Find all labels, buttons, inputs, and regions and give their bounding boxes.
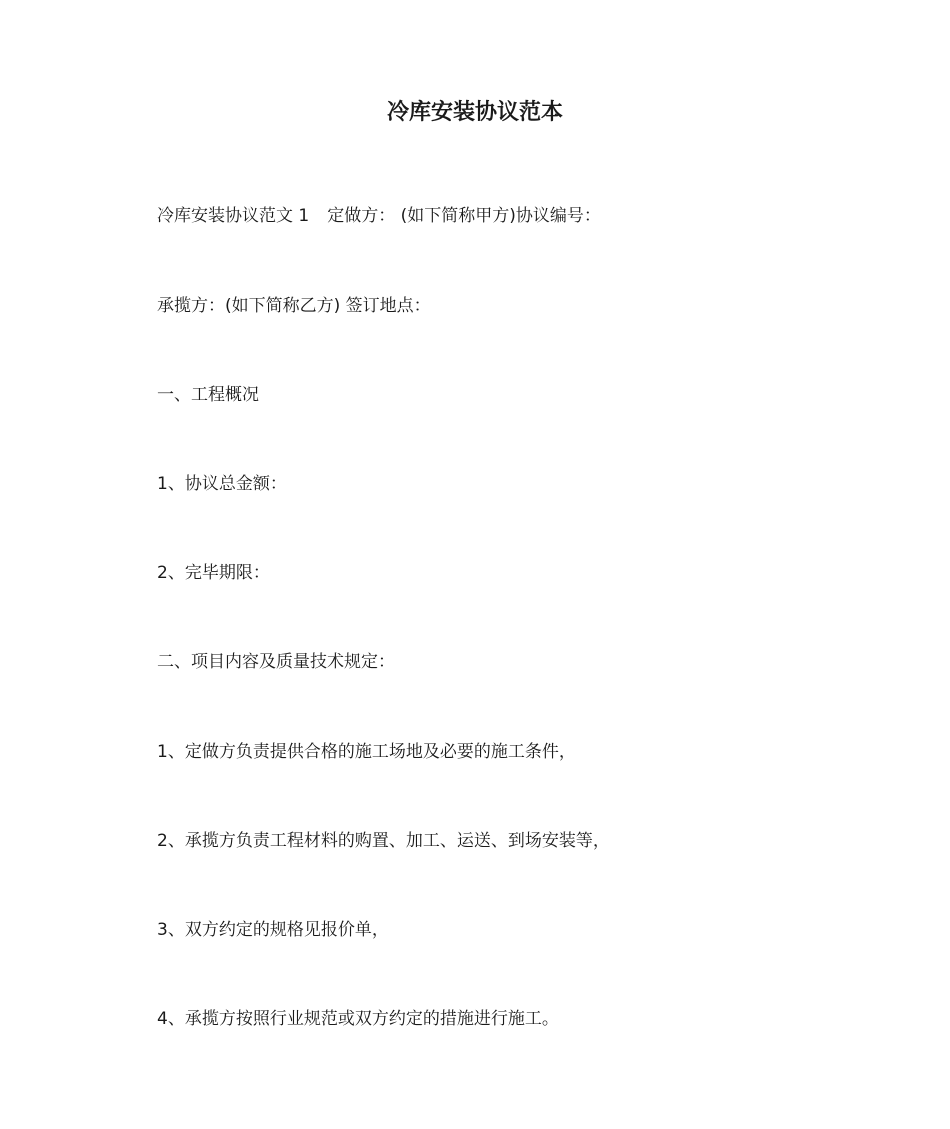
header-line-part2: 定做方： (如下简称甲方)协议编号： — [327, 206, 601, 226]
paragraph-total-amount: 1、协议总金额： — [157, 474, 287, 494]
paragraph-contractor: 承揽方：(如下简称乙方) 签订地点： — [157, 296, 431, 316]
paragraph-deadline: 2、完毕期限： — [157, 563, 270, 583]
paragraph-item-1: 1、定做方负责提供合格的施工场地及必要的施工条件， — [157, 742, 576, 762]
header-line-part1: 冷库安装协议范文 1 — [157, 206, 310, 226]
paragraph-item-2: 2、承揽方负责工程材料的购置、加工、运送、到场安装等， — [157, 831, 610, 851]
section-heading-overview: 一、工程概况 — [157, 385, 259, 405]
paragraph-item-3: 3、双方约定的规格见报价单， — [157, 920, 389, 940]
header-line — [157, 204, 601, 228]
paragraph-item-4: 4、承揽方按照行业规范或双方约定的措施进行施工。 — [157, 1009, 559, 1029]
document-title: 冷库安装协议范本 — [386, 100, 563, 125]
section-heading-content: 二、项目内容及质量技术规定： — [157, 652, 395, 672]
